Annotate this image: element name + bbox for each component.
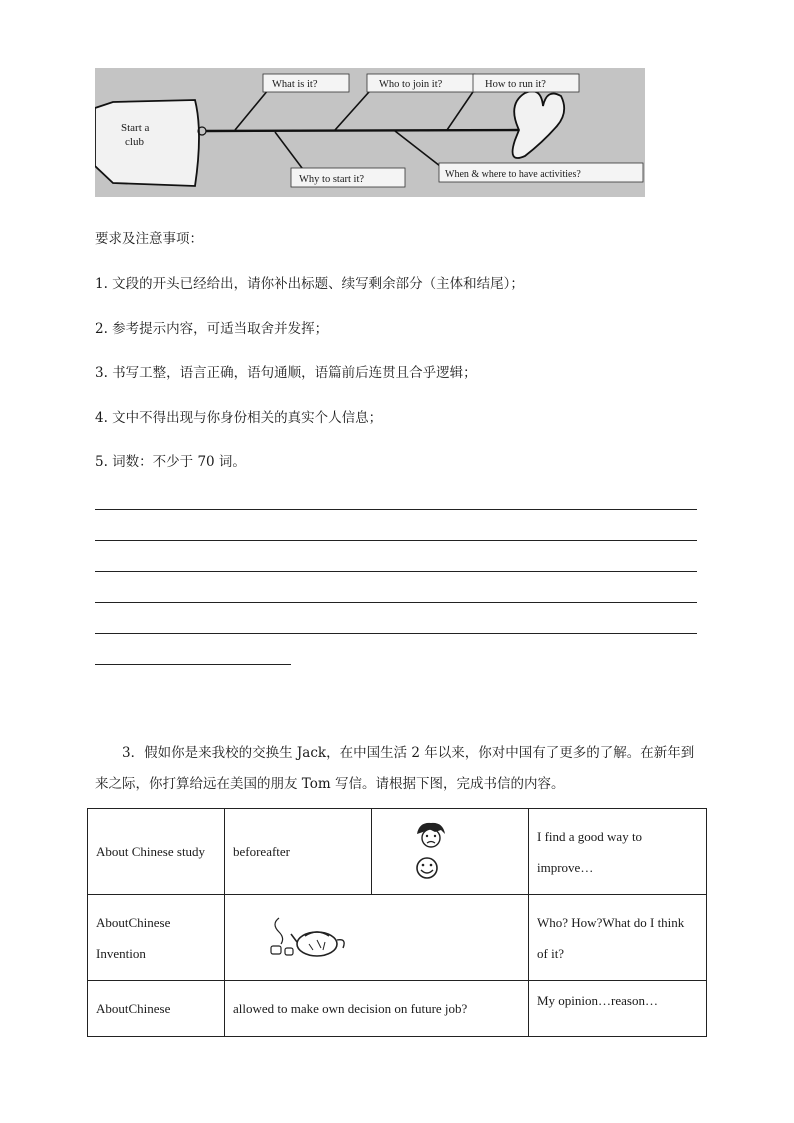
question-3 [95, 738, 705, 800]
requirement-item: 4. 文中不得出现与你身份相关的真实个人信息； [95, 410, 383, 426]
answer-line [95, 509, 697, 510]
requirement-item: 2. 参考提示内容，可适当取舍并发挥； [95, 321, 329, 337]
branch-what: What is it? [272, 79, 318, 90]
table-cell: AboutChinese [88, 981, 225, 1037]
table-cell: Who? How?What do I think of it? [529, 895, 707, 981]
fishbone-diagram [95, 68, 645, 197]
table-cell: I find a good way to improve… [529, 809, 707, 895]
table-cell: AboutChinese Invention [88, 895, 225, 981]
requirement-item: 3. 书写工整，语言正确，语句通顺，语篇前后连贯且合乎逻辑； [95, 365, 477, 381]
table-cell: My opinion…reason… [529, 981, 707, 1037]
branch-how: How to run it? [485, 79, 546, 90]
answer-line-short [95, 664, 291, 665]
sad-happy-faces-icon [405, 820, 465, 884]
teapot-icon [265, 914, 355, 962]
answer-line [95, 602, 697, 603]
fish-spine [206, 130, 519, 131]
table-row [88, 809, 707, 895]
table-cell: allowed to make own decision on future job? [225, 981, 529, 1037]
branch-who: Who to join it? [379, 79, 443, 90]
branch-when-where: When & where to have activities? [445, 169, 581, 180]
head-label-1: Start a [121, 122, 150, 134]
answer-line [95, 633, 697, 634]
question-text: 假如你是来我校的交换生 Jack，在中国生活 2 年以来，你对中国有了更多的了解。在新年到来之际，你打算给远在美国的朋友 Tom 写信。请根据下图，完成书信的内容。 [95, 745, 695, 792]
answer-line [95, 571, 697, 572]
table-cell: About Chinese study [88, 809, 225, 895]
fish-head [95, 100, 199, 186]
head-label-2: club [125, 136, 144, 148]
prompt-table [87, 808, 707, 1037]
answer-line [95, 540, 697, 541]
table-row [88, 981, 707, 1037]
requirement-item: 5. 词数：不少于 70 词。 [95, 454, 246, 470]
requirements-title: 要求及注意事项： [95, 231, 203, 247]
table-cell: beforeafter [225, 809, 372, 895]
question-number: 3． [122, 745, 145, 761]
requirement-item: 1. 文段的开头已经给出，请你补出标题、续写剩余部分（主体和结尾）； [95, 276, 524, 292]
branch-why: Why to start it? [299, 174, 365, 185]
table-cell-picture [372, 809, 529, 895]
table-row [88, 895, 707, 981]
table-cell-picture [225, 895, 529, 981]
